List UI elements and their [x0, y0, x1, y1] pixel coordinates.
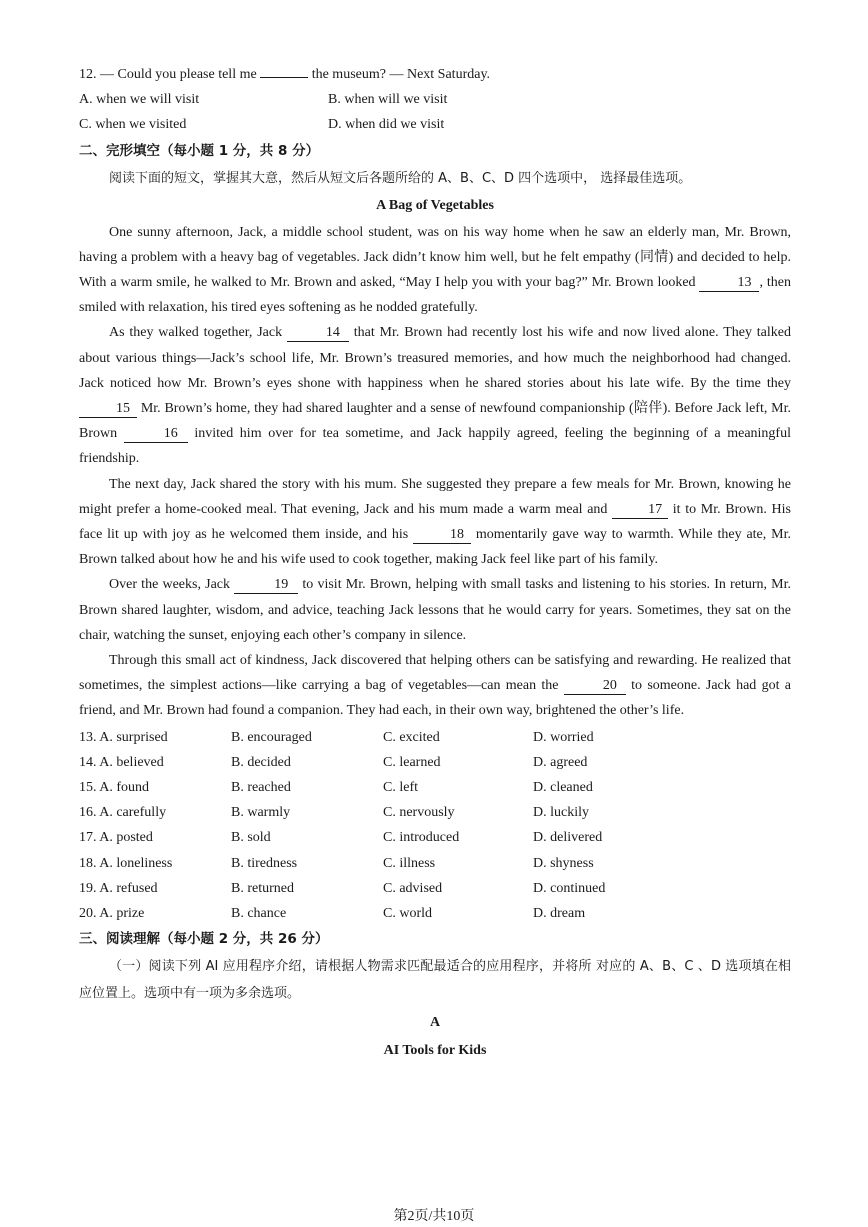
option-14-a: 14. A. believed — [79, 754, 164, 770]
p3-text-a: The next day, Jack shared the story with his mum. She suggested they prepare a few meals for Mr. Brown, knowing he might prefer a home-cooked meal. That evening, Jack and his mum made a warm meal and — [79, 476, 791, 517]
q12-blank — [260, 77, 308, 78]
options-row — [79, 750, 791, 775]
option-13-c: C. excited — [383, 729, 440, 745]
option-16-d: D. luckily — [533, 805, 589, 821]
section-3-part-1-instruction: （一）阅读下列 AI 应用程序介绍，请根据人物需求匹配最适合的应用程序，并将所 对应的 A、B、C 、D 选项填在相应位置上。选项中有一项为多余选项。 — [79, 959, 791, 1002]
q12-option-d: D. when did we visit — [328, 117, 445, 133]
q12-stem-post: the museum? — Next Saturday. — [311, 67, 491, 82]
option-17-d: D. delivered — [533, 830, 603, 846]
blank-16: 16 — [124, 425, 188, 443]
option-18-d: D. shyness — [533, 855, 594, 871]
blank-14: 14 — [287, 324, 349, 342]
blank-17: 17 — [612, 501, 668, 519]
option-15-b: B. reached — [231, 780, 291, 796]
passage-letter: A — [429, 1015, 441, 1031]
options-row — [79, 825, 791, 850]
section-2-instruction: 阅读下面的短文，掌握其大意，然后从短文后各题所给的 A、B、C、D 四个选项中， 选择最佳选项。 — [109, 170, 692, 186]
paragraph-3 — [79, 472, 791, 573]
p5-text-a: Through this small act of kindness, Jack discovered that helping others can be satisfying and rewarding. He realized that sometimes, the simplest actions—like carrying a bag of vegetables—can mean the — [79, 653, 791, 694]
p4-text-a: Over the weeks, Jack — [109, 577, 235, 593]
p3-text-c: momentarily gave way to warmth. While they ate, Mr. Brown talked about how he and his wife used to cook together, making Jack feel like part of his family. — [79, 527, 791, 568]
option-17-c: C. introduced — [383, 830, 460, 846]
page-number-footer: 第2页/共10页 — [393, 1209, 475, 1224]
option-19-c: C. advised — [383, 880, 443, 896]
option-14-c: C. learned — [383, 754, 441, 770]
q12-stem-pre: 12. — Could you please tell me — [79, 67, 257, 82]
option-14-d: D. agreed — [533, 754, 588, 770]
p1-text-b: , then smiled with relaxation, his tired eyes softening as he nodded gratefully. — [79, 275, 792, 316]
paragraph-4 — [79, 572, 791, 648]
q12-option-a: A. when we will visit — [79, 92, 200, 108]
option-20-c: C. world — [383, 906, 432, 922]
q12-options-row-1 — [79, 87, 791, 112]
paragraph-1 — [79, 220, 791, 321]
option-20-b: B. chance — [231, 906, 287, 922]
section-3-heading: 三、阅读理解（每小题 2 分，共 26 分） — [79, 931, 329, 948]
p2-text-b: that Mr. Brown had recently lost his wife and now lived alone. They talked about various things—Jack’s school life, Mr. Brown’s treasured memories, and how much the neighborhood had changed. Jack noticed how Mr. Brown’s eyes shone with happiness when he shared stories about his late wife. By the time they — [79, 325, 791, 391]
question-12-stem — [79, 62, 791, 87]
option-13-b: B. encouraged — [231, 729, 312, 745]
option-16-b: B. warmly — [231, 805, 291, 821]
option-14-b: B. decided — [231, 754, 291, 770]
option-15-d: D. cleaned — [533, 780, 593, 796]
p5-text-b: to someone. Jack had got a friend, and Mr. Brown had found a companion. They had each, in their own way, brightened the other’s life. — [79, 678, 792, 719]
p3-text-b: it to Mr. Brown. His face lit up with joy as he welcomed them inside, and his — [79, 501, 792, 543]
blank-15: 15 — [79, 400, 137, 418]
q12-option-b: B. when will we visit — [328, 92, 448, 108]
option-19-b: B. returned — [231, 880, 294, 896]
p2-text-d: invited him over for tea sometime, and Jack happily agreed, feeling the beginning of a meaningful friendship. — [79, 426, 791, 467]
q12-options-row-2 — [79, 112, 791, 137]
option-19-a: 19. A. refused — [79, 880, 158, 896]
option-19-d: D. continued — [533, 880, 606, 896]
options-row — [79, 775, 791, 800]
option-18-a: 18. A. loneliness — [79, 855, 173, 871]
paragraph-5 — [79, 648, 791, 724]
options-row — [79, 725, 791, 750]
p2-text-a: As they walked together, Jack — [109, 325, 287, 341]
option-18-b: B. tiredness — [231, 855, 298, 871]
q12-option-c: C. when we visited — [79, 117, 187, 133]
options-row — [79, 876, 791, 901]
blank-18: 18 — [413, 526, 471, 544]
blank-19: 19 — [234, 576, 298, 594]
exam-page — [79, 62, 791, 1065]
option-20-a: 20. A. prize — [79, 906, 145, 922]
options-row — [79, 851, 791, 876]
blank-20: 20 — [564, 677, 626, 695]
option-13-a: 13. A. surprised — [79, 729, 168, 745]
section-2-heading: 二、完形填空（每小题 1 分，共 8 分） — [79, 142, 320, 159]
option-18-c: C. illness — [383, 855, 436, 871]
option-20-d: D. dream — [533, 906, 586, 922]
options-row — [79, 800, 791, 825]
option-15-a: 15. A. found — [79, 780, 149, 796]
cloze-options-table — [79, 725, 791, 927]
passage-title: A Bag of Vegetables — [376, 197, 494, 213]
passage-a-title: AI Tools for Kids — [383, 1043, 487, 1059]
blank-13: 13 — [699, 274, 759, 292]
p4-text-b: to visit Mr. Brown, helping with small tasks and listening to his stories. In return, Mr. Brown shared laughter, wisdom, and advice, teaching Jack lessons that he would carry for years. Sometimes, they sat on the chair, watching the sunset, enjoying each other’s company in silence. — [79, 577, 792, 643]
paragraph-2 — [79, 320, 791, 471]
option-17-a: 17. A. posted — [79, 830, 153, 846]
option-16-c: C. nervously — [383, 805, 455, 821]
options-row — [79, 901, 791, 926]
option-17-b: B. sold — [231, 830, 271, 846]
option-13-d: D. worried — [533, 729, 594, 745]
option-15-c: C. left — [383, 780, 418, 796]
p1-text-a: One sunny afternoon, Jack, a middle school student, was on his way home when he saw an elderly man, Mr. Brown, having a problem with a heavy bag of vegetables. Jack didn’t know him well, but he felt empathy (同情) and decided to help. With a warm smile, he walked to Mr. Brown and asked, “May I help you with your bag?” Mr. Brown looked — [79, 224, 791, 291]
option-16-a: 16. A. carefully — [79, 805, 167, 821]
p2-text-c: Mr. Brown’s home, they had shared laughter and a sense of newfound companionship (陪伴). Before Jack left, Mr. Brown — [79, 401, 791, 442]
